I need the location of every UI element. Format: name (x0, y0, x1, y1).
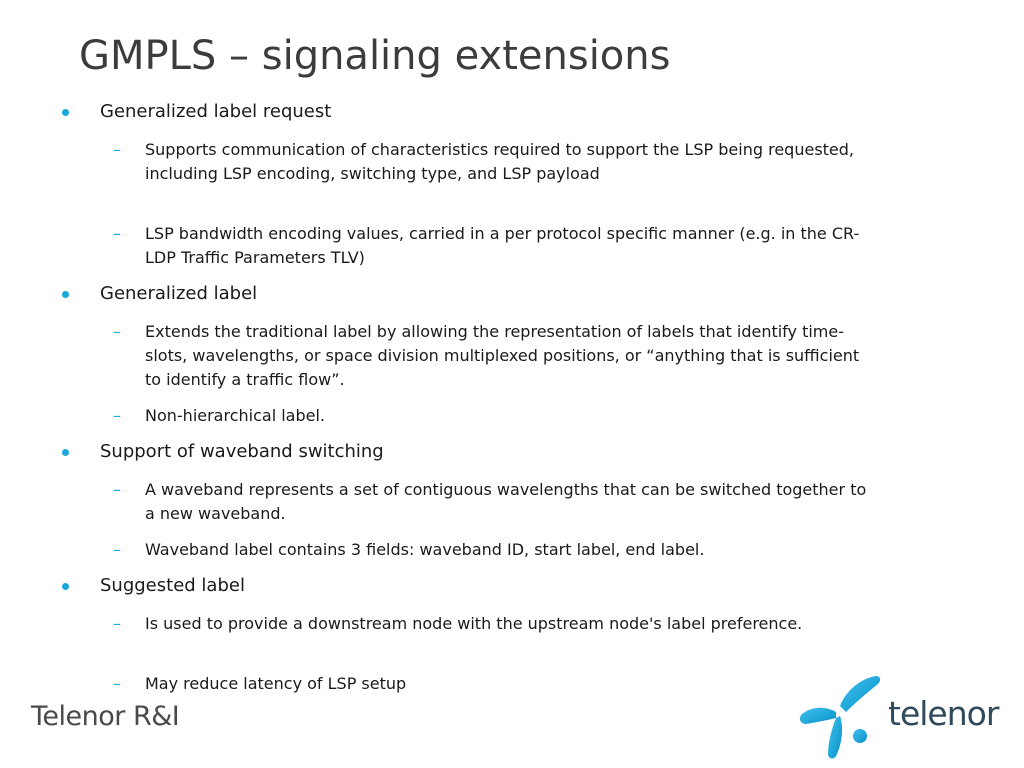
telenor-logo (796, 672, 999, 762)
sub-bullet-text: Extends the traditional label by allowing the representation of labels that identify time-slots, wavelengths, or space division multiplexed positions, or “anything that is sufficient to identify a traffic flow”. (145, 322, 860, 389)
slide-title: GMPLS – signaling extensions (79, 33, 671, 79)
telenor-wordmark: telenor (888, 694, 999, 733)
sub-bullet-text: Waveband label contains 3 fields: waveband ID, start label, end label. (145, 540, 705, 559)
dash-icon: – (113, 674, 121, 693)
dash-icon: – (113, 406, 121, 425)
footer-brand: Telenor R&I (31, 701, 180, 732)
bullet-generalized-label-request: Generalized label request (100, 101, 332, 122)
sub-bullet-text: Non-hierarchical label. (145, 406, 326, 425)
sub-bullet-text: Supports communication of characteristics required to support the LSP being requested, including LSP encoding, switching type, and LSP payload (145, 140, 855, 183)
bullet-dot-icon (62, 291, 69, 298)
dash-icon: – (113, 614, 121, 633)
bullet-dot-icon (62, 109, 69, 116)
dash-icon: – (113, 540, 121, 559)
sub-bullet-text: A waveband represents a set of contiguous wavelengths that can be switched together to a new waveband. (145, 480, 867, 523)
telenor-propeller-icon (796, 672, 886, 762)
bullet-dot-icon (62, 583, 69, 590)
dash-icon: – (113, 224, 121, 243)
sub-bullet-text: May reduce latency of LSP setup (145, 674, 407, 693)
sub-bullet-text: LSP bandwidth encoding values, carried in a per protocol specific manner (e.g. in the CR-LDP Traffic Parameters TLV) (145, 224, 860, 267)
dash-icon: – (113, 140, 121, 159)
bullet-dot-icon (62, 449, 69, 456)
bullet-generalized-label: Generalized label (100, 283, 258, 304)
bullet-suggested-label: Suggested label (100, 575, 245, 596)
sub-bullet-text: Is used to provide a downstream node with the upstream node's label preference. (145, 614, 803, 633)
bullet-waveband-switching: Support of waveband switching (100, 441, 384, 462)
dash-icon: – (113, 322, 121, 341)
dash-icon: – (113, 480, 121, 499)
